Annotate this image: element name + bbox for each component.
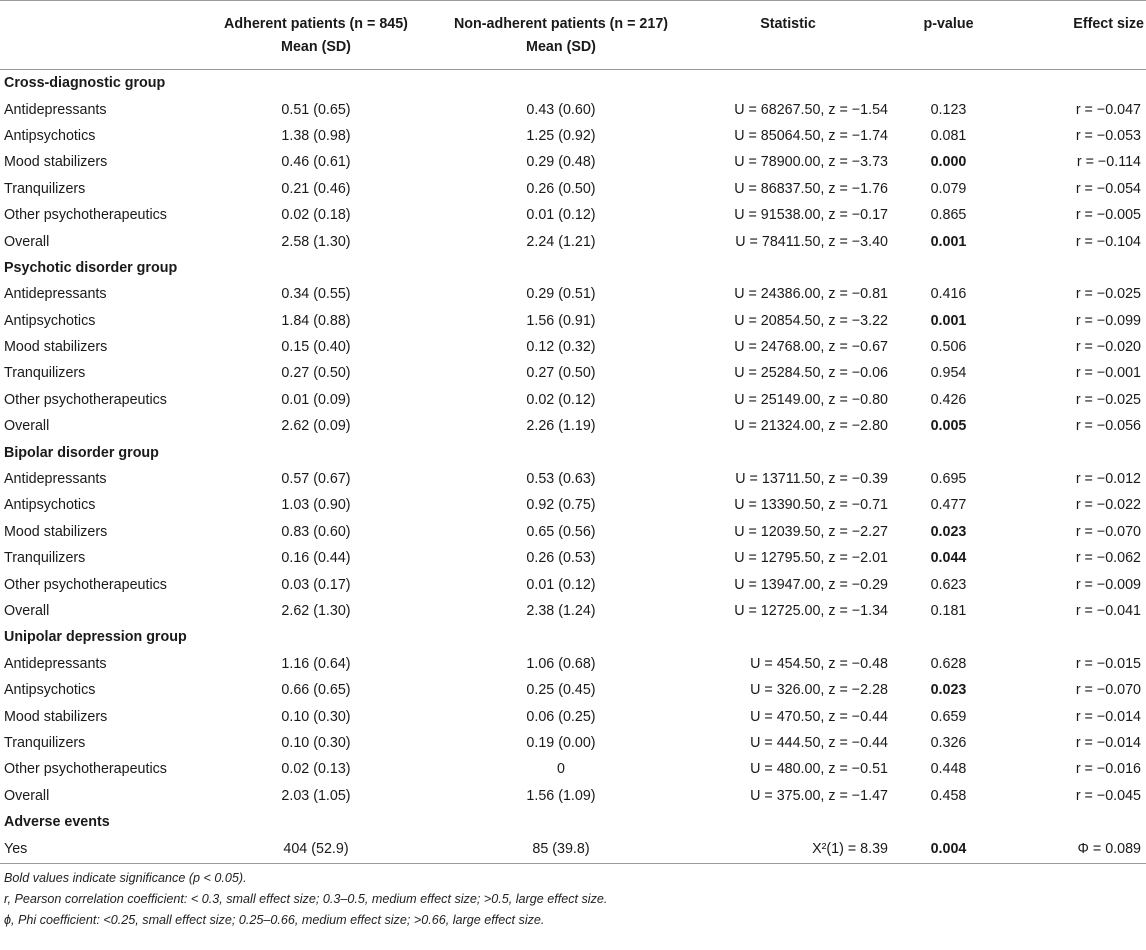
- adherent-value: 2.03 (1.05): [281, 787, 351, 804]
- statistic-value: U = 78411.50, z = −3.40: [735, 233, 888, 250]
- nonadherent-value: 0.01 (0.12): [526, 207, 596, 224]
- p-value: 0.326: [930, 734, 967, 751]
- nonadherent-value: 0.92 (0.75): [526, 497, 596, 514]
- header-adherent-title: Adherent patients (n = 845): [198, 1, 434, 37]
- p-value: 0.659: [930, 708, 967, 725]
- adherent-value: 0.34 (0.55): [281, 286, 351, 303]
- effect-size-value: r = −0.014: [1075, 734, 1141, 751]
- nonadherent-value: 0.06 (0.25): [526, 708, 596, 725]
- effect-size-value: r = −0.070: [1075, 682, 1141, 699]
- row-label: Yes: [0, 835, 198, 864]
- nonadherent-value: 0.65 (0.56): [526, 523, 596, 540]
- header-adherent-subtitle: Mean (SD): [198, 36, 434, 70]
- p-value: 0.416: [930, 286, 967, 303]
- header-blank: [0, 1, 198, 37]
- table-row: [0, 492, 1146, 518]
- adherent-value: 0.51 (0.65): [281, 101, 351, 118]
- effect-size-value: r = −0.016: [1075, 761, 1141, 778]
- group-title: Unipolar depression group: [4, 629, 187, 646]
- table-row: [0, 228, 1146, 254]
- nonadherent-value: 0: [557, 761, 565, 778]
- table-header: [0, 1, 1146, 70]
- p-value: 0.005: [930, 418, 967, 435]
- group-header-row: [0, 255, 1146, 281]
- statistic-value: U = 24386.00, z = −0.81: [734, 286, 888, 303]
- effect-size-value: r = −0.099: [1075, 312, 1141, 329]
- row-label: Overall: [4, 603, 50, 619]
- nonadherent-value: 0.53 (0.63): [526, 471, 596, 488]
- row-label: Mood stabilizers: [4, 523, 108, 540]
- statistic-value: U = 13947.00, z = −0.29: [734, 576, 888, 593]
- effect-size-value: r = −0.012: [1075, 471, 1141, 488]
- nonadherent-value: 0.27 (0.50): [526, 365, 596, 382]
- effect-size-value: r = −0.041: [1075, 603, 1141, 619]
- statistic-value: U = 21324.00, z = −2.80: [734, 418, 888, 435]
- row-label: Antidepressants: [4, 101, 107, 118]
- nonadherent-value: 1.56 (1.09): [526, 787, 596, 804]
- table-row: [0, 308, 1146, 334]
- header-blank-2: [0, 36, 198, 70]
- statistic-value: X²(1) = 8.39: [688, 835, 888, 864]
- effect-size-value: r = −0.045: [1075, 787, 1141, 804]
- adherent-value: 2.62 (1.30): [281, 603, 351, 619]
- row-label: Mood stabilizers: [4, 154, 108, 171]
- adherent-value: 0.46 (0.61): [281, 154, 351, 171]
- statistic-value: U = 25284.50, z = −0.06: [734, 365, 888, 382]
- effect-size-value: Φ = 0.089: [1009, 835, 1146, 864]
- adherent-value: 0.27 (0.50): [281, 365, 351, 382]
- p-value: 0.023: [930, 523, 967, 540]
- p-value: 0.001: [930, 312, 967, 329]
- row-label: Other psychotherapeutics: [4, 207, 167, 224]
- table-row: [0, 149, 1146, 175]
- row-label: Mood stabilizers: [4, 708, 108, 725]
- p-value: 0.628: [930, 655, 967, 672]
- row-label: Tranquilizers: [4, 365, 86, 382]
- statistic-value: U = 86837.50, z = −1.76: [734, 180, 888, 197]
- adherent-value: 0.15 (0.40): [281, 339, 351, 356]
- effect-size-value: r = −0.001: [1075, 365, 1141, 382]
- group-header-row: [0, 439, 1146, 465]
- header-effect-size: Effect size: [1009, 1, 1146, 37]
- adherent-value: 0.03 (0.17): [281, 576, 351, 593]
- statistic-value: U = 375.00, z = −1.47: [750, 787, 888, 804]
- table-row: [0, 202, 1146, 228]
- row-label: Tranquilizers: [4, 734, 86, 751]
- adherent-value: 0.66 (0.65): [281, 682, 351, 699]
- statistic-value: U = 85064.50, z = −1.74: [734, 127, 888, 144]
- table-row: [0, 334, 1146, 360]
- effect-size-value: r = −0.025: [1075, 286, 1141, 303]
- p-value: 0.044: [930, 550, 967, 567]
- p-value: 0.001: [930, 233, 967, 250]
- effect-size-value: r = −0.014: [1075, 708, 1141, 725]
- table-row: [0, 598, 1146, 624]
- adherent-value: 0.10 (0.30): [281, 708, 351, 725]
- adherent-value: 0.10 (0.30): [281, 734, 351, 751]
- p-value: 0.865: [930, 207, 967, 224]
- nonadherent-value: 0.26 (0.53): [526, 550, 596, 567]
- group-header-row: [0, 70, 1146, 97]
- p-value: 0.079: [930, 180, 967, 197]
- row-label: Antidepressants: [4, 655, 107, 672]
- statistic-value: U = 444.50, z = −0.44: [750, 734, 888, 751]
- statistic-value: U = 326.00, z = −2.28: [750, 682, 888, 699]
- header-blank-5: [1009, 36, 1146, 70]
- adherent-value: 404 (52.9): [198, 835, 434, 864]
- table-row: [0, 835, 1146, 864]
- nonadherent-value: 0.01 (0.12): [526, 576, 596, 593]
- header-statistic: Statistic: [688, 1, 888, 37]
- footnote-phi: ϕ, Phi coefficient: <0.25, small effect size; 0.25–0.66, medium effect size; >0.66, large effect size.: [4, 913, 545, 928]
- effect-size-value: r = −0.009: [1075, 576, 1141, 593]
- adherent-value: 0.21 (0.46): [281, 180, 351, 197]
- table-row: [0, 123, 1146, 149]
- adherent-value: 0.16 (0.44): [281, 550, 351, 567]
- adherent-value: 1.16 (0.64): [281, 655, 351, 672]
- row-label: Antipsychotics: [4, 127, 96, 144]
- p-value: 0.477: [930, 497, 967, 514]
- effect-size-value: r = −0.056: [1075, 418, 1141, 435]
- group-title: Bipolar disorder group: [4, 444, 159, 461]
- nonadherent-value: 0.26 (0.50): [526, 180, 596, 197]
- p-value: 0.123: [930, 101, 967, 118]
- group-header-row: [0, 624, 1146, 650]
- row-label: Tranquilizers: [4, 550, 86, 567]
- table-row: [0, 756, 1146, 782]
- nonadherent-value: 85 (39.8): [434, 835, 688, 864]
- table-row: [0, 703, 1146, 729]
- table-row: [0, 677, 1146, 703]
- table-row: [0, 360, 1146, 386]
- statistic-value: U = 91538.00, z = −0.17: [734, 207, 888, 224]
- row-label: Antipsychotics: [4, 682, 96, 699]
- table-row: [0, 96, 1146, 122]
- statistic-value: U = 25149.00, z = −0.80: [734, 391, 888, 408]
- table-row: [0, 545, 1146, 571]
- statistic-value: U = 12795.50, z = −2.01: [734, 550, 888, 567]
- footnote-pearson: r, Pearson correlation coefficient: < 0.3, small effect size; 0.3–0.5, medium effect size; >0.5, large effect size.: [4, 892, 608, 907]
- row-label: Overall: [4, 233, 50, 250]
- statistic-value: U = 454.50, z = −0.48: [750, 655, 888, 672]
- table-row: [0, 783, 1146, 809]
- nonadherent-value: 1.25 (0.92): [526, 127, 596, 144]
- p-value: 0.000: [930, 154, 967, 171]
- table-row: [0, 519, 1146, 545]
- effect-size-value: r = −0.015: [1075, 655, 1141, 672]
- adherent-value: 0.01 (0.09): [281, 391, 351, 408]
- header-blank-3: [688, 36, 888, 70]
- nonadherent-value: 0.25 (0.45): [526, 682, 596, 699]
- statistic-value: U = 78900.00, z = −3.73: [734, 154, 888, 171]
- table-footnotes: [0, 864, 1146, 931]
- row-label: Antipsychotics: [4, 312, 96, 329]
- p-value: 0.181: [930, 603, 967, 619]
- effect-size-value: r = −0.054: [1075, 180, 1141, 197]
- header-nonadherent-subtitle: Mean (SD): [434, 36, 688, 70]
- table-row: [0, 466, 1146, 492]
- p-value: 0.426: [930, 391, 967, 408]
- group-header-row: [0, 809, 1146, 835]
- table-row: [0, 281, 1146, 307]
- table-body: [0, 70, 1146, 864]
- statistic-value: U = 12039.50, z = −2.27: [734, 523, 888, 540]
- statistic-value: U = 13390.50, z = −0.71: [734, 497, 888, 514]
- nonadherent-value: 2.24 (1.21): [526, 233, 596, 250]
- nonadherent-value: 0.19 (0.00): [526, 734, 596, 751]
- group-title: Adverse events: [4, 814, 110, 831]
- row-label: Tranquilizers: [4, 180, 86, 197]
- adherent-value: 1.03 (0.90): [281, 497, 351, 514]
- effect-size-value: r = −0.104: [1075, 233, 1141, 250]
- effect-size-value: r = −0.025: [1075, 391, 1141, 408]
- nonadherent-value: 1.56 (0.91): [526, 312, 596, 329]
- p-value: 0.458: [930, 787, 967, 804]
- adherent-value: 2.62 (0.09): [281, 418, 351, 435]
- p-value: 0.448: [930, 761, 967, 778]
- effect-size-value: r = −0.114: [1076, 154, 1141, 171]
- p-value: 0.023: [930, 682, 967, 699]
- footnote-bold: Bold values indicate significance (p < 0.05).: [4, 871, 247, 886]
- effect-size-value: r = −0.062: [1075, 550, 1141, 567]
- adherent-value: 0.83 (0.60): [281, 523, 351, 540]
- effect-size-value: r = −0.022: [1075, 497, 1141, 514]
- p-value: 0.506: [930, 339, 967, 356]
- table-row: [0, 730, 1146, 756]
- nonadherent-value: 0.43 (0.60): [526, 101, 596, 118]
- statistic-value: U = 480.00, z = −0.51: [750, 761, 888, 778]
- statistic-value: U = 470.50, z = −0.44: [750, 708, 888, 725]
- adherent-value: 0.02 (0.13): [281, 761, 351, 778]
- table-row: [0, 571, 1146, 597]
- row-label: Antipsychotics: [4, 497, 96, 514]
- header-nonadherent-title: Non-adherent patients (n = 217): [434, 1, 688, 37]
- adherent-value: 1.84 (0.88): [281, 312, 351, 329]
- table-row: [0, 651, 1146, 677]
- row-label: Antidepressants: [4, 471, 107, 488]
- nonadherent-value: 0.12 (0.32): [526, 339, 596, 356]
- nonadherent-value: 0.29 (0.48): [526, 154, 596, 171]
- adherent-value: 0.57 (0.67): [281, 471, 351, 488]
- table-row: [0, 176, 1146, 202]
- effect-size-value: r = −0.047: [1075, 101, 1141, 118]
- effect-size-value: r = −0.005: [1075, 207, 1141, 224]
- nonadherent-value: 0.29 (0.51): [526, 286, 596, 303]
- row-label: Antidepressants: [4, 286, 107, 303]
- adherent-value: 2.58 (1.30): [281, 233, 351, 250]
- nonadherent-value: 2.26 (1.19): [526, 418, 596, 435]
- table-row: [0, 413, 1146, 439]
- statistic-value: U = 20854.50, z = −3.22: [734, 312, 888, 329]
- p-value: 0.695: [930, 471, 967, 488]
- adherent-value: 0.02 (0.18): [281, 207, 351, 224]
- effect-size-value: r = −0.020: [1075, 339, 1141, 356]
- statistic-value: U = 68267.50, z = −1.54: [734, 101, 888, 118]
- statistic-value: U = 13711.50, z = −0.39: [735, 471, 888, 488]
- group-title: Psychotic disorder group: [4, 259, 178, 276]
- row-label: Other psychotherapeutics: [4, 576, 167, 593]
- p-value: 0.004: [888, 835, 1009, 864]
- group-title: Cross-diagnostic group: [4, 75, 166, 92]
- effect-size-value: r = −0.053: [1075, 127, 1141, 144]
- row-label: Overall: [4, 418, 50, 435]
- statistic-value: U = 24768.00, z = −0.67: [734, 339, 888, 356]
- row-label: Mood stabilizers: [4, 339, 108, 356]
- table-row: [0, 387, 1146, 413]
- p-value: 0.623: [930, 576, 967, 593]
- nonadherent-value: 2.38 (1.24): [526, 603, 596, 619]
- statistic-value: U = 12725.00, z = −1.34: [734, 603, 888, 619]
- header-pvalue: p-value: [888, 1, 1009, 37]
- header-blank-4: [888, 36, 1009, 70]
- nonadherent-value: 0.02 (0.12): [526, 391, 596, 408]
- adherent-value: 1.38 (0.98): [281, 127, 351, 144]
- row-label: Overall: [4, 787, 50, 804]
- row-label: Other psychotherapeutics: [4, 391, 167, 408]
- row-label: Other psychotherapeutics: [4, 761, 167, 778]
- p-value: 0.081: [930, 127, 967, 144]
- effect-size-value: r = −0.070: [1075, 523, 1141, 540]
- nonadherent-value: 1.06 (0.68): [526, 655, 596, 672]
- p-value: 0.954: [930, 365, 967, 382]
